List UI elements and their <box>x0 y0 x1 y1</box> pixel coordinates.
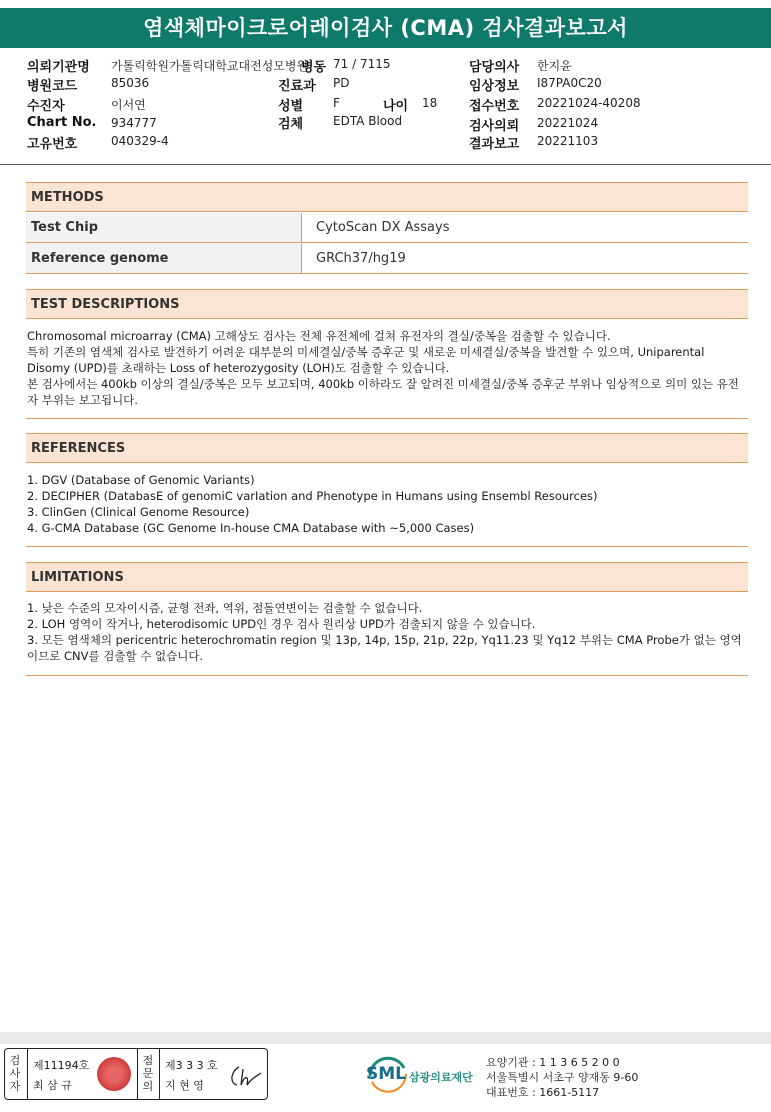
dept-label: 진료과 <box>278 79 316 94</box>
age-value: 18 <box>422 96 438 110</box>
sex-value: F <box>333 96 340 110</box>
clinical-label: 임상정보 <box>469 79 520 94</box>
references-divider <box>26 546 748 547</box>
org-address: 서울특별시 서초구 양재동 9-60 <box>486 1071 639 1084</box>
description-line-2: 특히 기존의 염색체 검사로 발견하기 어려운 대부분의 미세결실/중복 증후군 및 새로운 미세결실/중복을 발견할 수 있으며, Uniparental Disomy (UPD)를 초래하는 Loss of heterozygosity (LOH)도 검출할 수 있습니다. <box>27 345 705 375</box>
vlabel-char: 점 <box>142 1054 154 1067</box>
org-name: 삼광의료재단 <box>409 1071 473 1084</box>
patient-value: 이서연 <box>111 98 146 112</box>
patient-label: 수진자 <box>27 99 65 114</box>
receipt-label: 접수번호 <box>469 99 520 114</box>
descriptions-heading: TEST DESCRIPTIONS <box>26 289 748 319</box>
chip-value: CytoScan DX Assays <box>316 220 450 235</box>
sex-label: 성별 <box>278 99 304 114</box>
limitation-item: 2. LOH 영역이 작거나, heterodisomic UPD인 경우 검사 원리상 UPD가 검출되지 않을 수 있습니다. <box>27 617 536 631</box>
vlabel-char: 의 <box>142 1080 154 1093</box>
description-line-1: Chromosomal microarray (CMA) 고해상도 검사는 전체 유전체에 걸쳐 유전자의 결실/중복을 검출할 수 있습니다. <box>27 329 611 343</box>
receipt-value: 20221024-40208 <box>537 96 641 110</box>
institution-value: 가톨릭학원가톨릭대학교대전성모병원 <box>111 59 309 73</box>
genome-value: GRCh37/hg19 <box>316 251 406 266</box>
request-value: 20221024 <box>537 116 599 130</box>
methods-row-genome <box>26 244 748 274</box>
reference-item: 1. DGV (Database of Genomic Variants) <box>27 473 255 487</box>
genome-label: Reference genome <box>26 244 302 273</box>
vlabel-char: 사 <box>9 1067 21 1080</box>
descriptions-divider <box>26 418 748 419</box>
specimen-value: EDTA Blood <box>333 114 403 128</box>
vlabel-char: 문 <box>142 1067 154 1080</box>
references-heading: REFERENCES <box>26 433 748 463</box>
org-info <box>486 1055 638 1100</box>
info-divider <box>0 164 771 165</box>
report-title: 염색체마이크로어레이검사 (CMA) 검사결과보고서 <box>0 8 771 48</box>
inspector-name: 최 삼 규 <box>33 1079 72 1092</box>
signature-mark <box>227 1063 263 1089</box>
sml-logo <box>366 1054 486 1094</box>
description-line-3: 본 검사에서는 400kb 이상의 결실/중복은 모두 보고되며, 400kb 이하라도 잘 알려진 미세결실/중복 증후군 부위나 임상적으로 의미 있는 유전자 부위는 보고됩니다. <box>27 377 739 407</box>
hospital-code-label: 병원코드 <box>27 79 78 94</box>
request-label: 검사의뢰 <box>469 119 520 134</box>
clinical-value: I87PA0C20 <box>537 76 602 90</box>
id-value: 040329-4 <box>111 134 169 148</box>
doctor-label: 담당의사 <box>469 60 520 75</box>
org-code: 요양기관 : 1 1 3 6 5 2 0 0 <box>486 1056 620 1069</box>
age-label: 나이 <box>383 99 409 114</box>
signature-box <box>4 1048 268 1100</box>
reference-item: 3. ClinGen (Clinical Genome Resource) <box>27 505 250 519</box>
descriptions-text <box>27 328 749 408</box>
limitations-divider <box>26 675 748 676</box>
org-phone: 대표번호 : 1661-5117 <box>486 1086 600 1099</box>
chart-label: Chart No. <box>27 115 97 130</box>
limitation-item: 1. 낮은 수준의 모자이시즘, 균형 전좌, 역위, 점돌연변이는 검출할 수 없습니다. <box>27 601 423 615</box>
patient-info-block <box>0 52 771 162</box>
ward-value: 71 / 7115 <box>333 57 391 71</box>
dept-value: PD <box>333 76 350 90</box>
signature-divider <box>27 1049 28 1099</box>
references-list <box>27 472 749 536</box>
reference-item: 2. DECIPHER (DatabasE of genomiC varIation and Phenotype in Humans using Ensembl Resources) <box>27 489 598 503</box>
hospital-code-value: 85036 <box>111 76 150 90</box>
institution-label: 의뢰기관명 <box>27 60 90 75</box>
vlabel-char: 자 <box>9 1080 21 1093</box>
inspector-seal <box>97 1057 131 1091</box>
vlabel-char: 검 <box>9 1054 21 1067</box>
sml-logo-text: SML <box>366 1064 406 1084</box>
limitations-heading: LIMITATIONS <box>26 562 748 592</box>
limitation-item: 3. 모든 염색체의 pericentric heterochromatin region 및 13p, 14p, 15p, 21p, 22p, Yq11.23 및 Yq12 부위는 CMA Probe가 없는 영역이므로 CNV를 검출할 수 없습니다. <box>27 633 742 663</box>
report-value: 20221103 <box>537 134 599 148</box>
methods-heading: METHODS <box>26 182 748 212</box>
inspector-number: 제11194호 <box>33 1059 90 1072</box>
methods-row-chip <box>26 213 748 243</box>
signature-divider <box>137 1049 138 1099</box>
report-label: 결과보고 <box>469 137 520 152</box>
reference-item: 4. G-CMA Database (GC Genome In-house CMA Database with ~5,000 Cases) <box>27 521 475 535</box>
reviewer-number: 제3 3 3 호 <box>165 1059 218 1072</box>
doctor-value: 한지윤 <box>537 59 572 73</box>
signature-divider <box>159 1049 160 1099</box>
ward-label: 병동 <box>301 60 327 75</box>
specimen-label: 검체 <box>278 117 304 132</box>
limitations-list <box>27 600 749 664</box>
inspector-vertical-label <box>8 1054 22 1093</box>
footer-band <box>0 1032 771 1044</box>
reviewer-vertical-label <box>141 1054 155 1093</box>
chart-value: 934777 <box>111 116 157 130</box>
reviewer-name: 지 현 영 <box>165 1079 204 1092</box>
chip-label: Test Chip <box>26 213 302 242</box>
id-label: 고유번호 <box>27 137 78 152</box>
